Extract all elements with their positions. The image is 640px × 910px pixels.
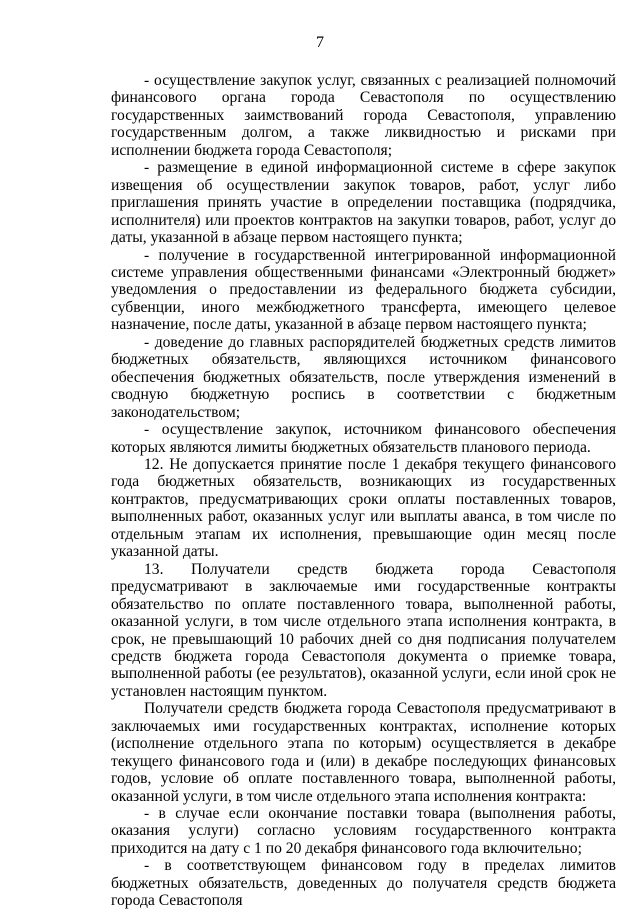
paragraph-electronic-budget: - получение в государственной интегрированной информационной системе управления общественными финансами «Электронный бюджет» уведомления о предоставлении из федерального бюджета субсидии, субвенции, иного межбюджетного трансферта, имеющего целевое назначение, после даты, указанной в абзаце первом настоящего пункта; [111,246,616,334]
paragraph-purchases-financial-body: - осуществление закупок услуг, связанных с реализацией полномочий финансового органа города Севастополя по осуществлению государственных заимствований города Севастополя, управлению государственным долгом, а также ликвидностью и рисками при исполнении бюджета города Севастополя; [111,72,616,159]
paragraph-clause-13: 13. Получатели средств бюджета города Севастополя предусматривают в заключаемые ими государственные контракты обязательство по оплате поставленного товара, выполненной работы, оказанной услуги, в том числе отдельного этапа исполнения контракта, в срок, не превышающий 10 рабочих дней со дня подписания получателем средств бюджета города Севастополя документа о приемке товара, выполненной работы (ее результатов), оказанной услуги, если иной срок не установлен настоящим пунктом. [111,560,616,700]
paragraph-eis-notice: - размещение в единой информационной системе в сфере закупок извещения об осуществлении закупок товаров, работ, услуг либо приглашения принять участие в определении поставщика (подрядчика, исполнителя) или проектов контрактов на закупки товаров, работ, услуг до даты, указанной в абзаце первом настоящего пункта; [111,159,616,247]
paragraph-december-contracts: Получатели средств бюджета города Севастополя предусматривают в заключаемых ими государственных контрактах, исполнение которых (исполнение отдельного этапа по которым) осуществляется в декабре текущего финансового года и (или) в декабре последующих финансовых годов, условие об оплате поставленного товара, выполненной работы, оказанной услуги, в том числе отдельного этапа исполнения контракта: [111,700,616,805]
paragraph-delivery-dates: - в случае если окончание поставки товара (выполнения работы, оказания услуги) согласно условиям государственного контракта приходится на дату с 1 по 20 декабря финансового года включительно; [111,805,616,857]
document-body [111,72,616,910]
paragraph-budget-limits: - в соответствующем финансовом году в пределах лимитов бюджетных обязательств, доведенных до получателя средств бюджета города Севастополя [111,857,616,910]
paragraph-limits-communication: - доведение до главных распорядителей бюджетных средств лимитов бюджетных обязательств, являющихся источником финансового обеспечения бюджетных обязательств, после утверждения изменений в сводную бюджетную роспись в соответствии с бюджетным законодательством; [111,333,616,421]
page-number: 7 [316,34,324,51]
paragraph-planning-period: - осуществление закупок, источником финансового обеспечения которых являются лимиты бюджетных обязательств планового периода. [111,421,616,456]
paragraph-clause-12: 12. Не допускается принятие после 1 декабря текущего финансового года бюджетных обязательств, возникающих из государственных контрактов, предусматривающих сроки оплаты поставленных товаров, выполненных работ, оказанных услуг или выплаты аванса, в том числе по отдельным этапам их исполнения, превышающие один месяц после указанной даты. [111,455,616,561]
